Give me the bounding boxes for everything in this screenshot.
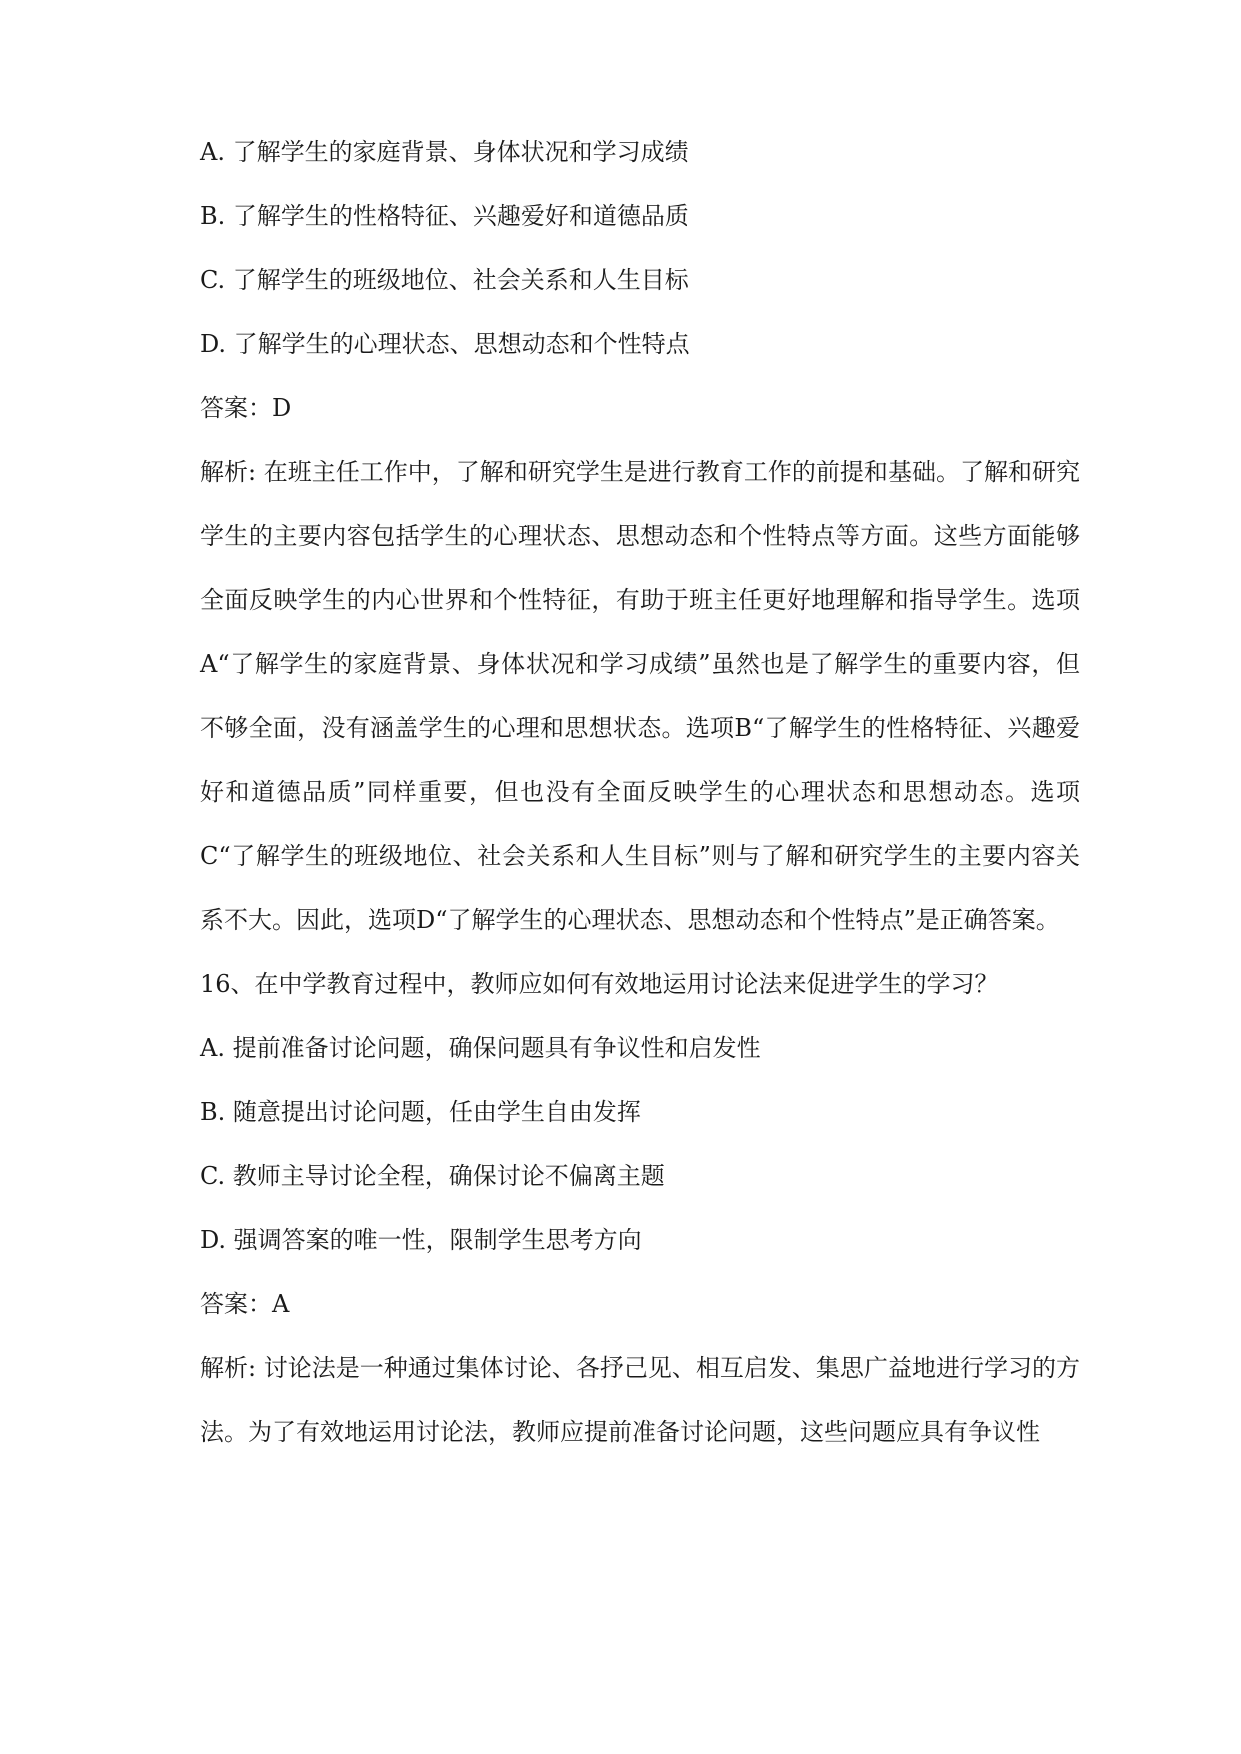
q16-question: 16、在中学教育过程中，教师应如何有效地运用讨论法来促进学生的学习？ <box>200 970 999 998</box>
q15-option-d: D. 了解学生的心理状态、思想动态和个性特点 <box>200 330 690 358</box>
page-content <box>200 136 1080 1480</box>
q15-answer: 答案：D <box>200 394 292 422</box>
q16-option-b: B. 随意提出讨论问题，任由学生自由发挥 <box>200 1098 641 1126</box>
q16-option-a: A. 提前准备讨论问题，确保问题具有争议性和启发性 <box>200 1034 761 1062</box>
q15-option-c: C. 了解学生的班级地位、社会关系和人生目标 <box>200 266 689 294</box>
q16-analysis: 解析: 讨论法是一种通过集体讨论、各抒己见、相互启发、集思广益地进行学习的方法。为了有效地运用讨论法，教师应提前准备讨论问题，这些问题应具有争议性 <box>200 1354 1080 1446</box>
q15-option-b: B. 了解学生的性格特征、兴趣爱好和道德品质 <box>200 202 689 230</box>
q16-option-c: C. 教师主导讨论全程，确保讨论不偏离主题 <box>200 1162 665 1190</box>
q16-answer: 答案：A <box>200 1290 290 1318</box>
q15-analysis: 解析: 在班主任工作中，了解和研究学生是进行教育工作的前提和基础。了解和研究学生的主要内容包括学生的心理状态、思想动态和个性特点等方面。这些方面能够全面反映学生的内心世界和个性特征，有助于班主任更好地理解和指导学生。选项A“了解学生的家庭背景、身体状况和学习成绩”虽然也是了解学生的重要内容，但不够全面，没有涵盖学生的心理和思想状态。选项B“了解学生的性格特征、兴趣爱好和道德品质”同样重要，但也没有全面反映学生的心理状态和思想动态。选项C“了解学生的班级地位、社会关系和人生目标”则与了解和研究学生的主要内容关系不大。因此，选项D“了解学生的心理状态、思想动态和个性特点”是正确答案。 <box>200 458 1080 934</box>
q15-option-a: A. 了解学生的家庭背景、身体状况和学习成绩 <box>200 138 689 166</box>
q16-option-d: D. 强调答案的唯一性，限制学生思考方向 <box>200 1226 642 1254</box>
